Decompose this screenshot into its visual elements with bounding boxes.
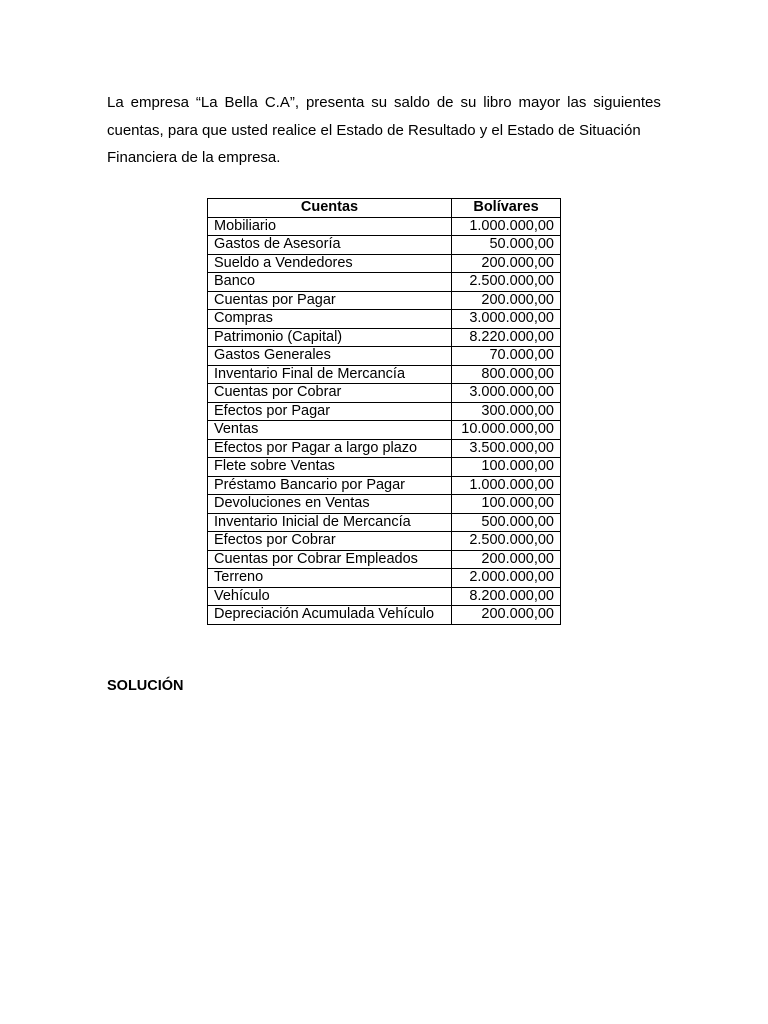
account-name-cell: Préstamo Bancario por Pagar: [208, 476, 452, 495]
table-row: [208, 365, 561, 384]
account-amount-cell: 50.000,00: [452, 236, 561, 255]
table-row: [208, 236, 561, 255]
account-amount-cell: 200.000,00: [452, 550, 561, 569]
intro-line-1: La empresa “La Bella C.A”, presenta su saldo de su libro mayor las siguientes: [107, 94, 661, 111]
account-amount-cell: 2.500.000,00: [452, 532, 561, 551]
table-row: [208, 384, 561, 403]
table-row: [208, 439, 561, 458]
account-amount-cell: 100.000,00: [452, 458, 561, 477]
table-row: [208, 513, 561, 532]
table-row: [208, 347, 561, 366]
account-name-cell: Patrimonio (Capital): [208, 328, 452, 347]
table-row: [208, 310, 561, 329]
account-amount-cell: 3.000.000,00: [452, 384, 561, 403]
table-row: [208, 458, 561, 477]
account-name-cell: Devoluciones en Ventas: [208, 495, 452, 514]
account-amount-cell: 2.500.000,00: [452, 273, 561, 292]
account-name-cell: Sueldo a Vendedores: [208, 254, 452, 273]
account-amount-cell: 8.220.000,00: [452, 328, 561, 347]
table-row: [208, 495, 561, 514]
table-row: [208, 291, 561, 310]
account-amount-cell: 300.000,00: [452, 402, 561, 421]
account-name-cell: Terreno: [208, 569, 452, 588]
account-amount-cell: 500.000,00: [452, 513, 561, 532]
account-name-cell: Cuentas por Cobrar: [208, 384, 452, 403]
account-name-cell: Inventario Final de Mercancía: [208, 365, 452, 384]
table-row: [208, 421, 561, 440]
account-amount-cell: 8.200.000,00: [452, 587, 561, 606]
table-row: [208, 328, 561, 347]
account-amount-cell: 100.000,00: [452, 495, 561, 514]
solution-heading: SOLUCIÓN: [107, 678, 184, 694]
accounts-table-container: [207, 198, 561, 625]
table-row: [208, 273, 561, 292]
account-amount-cell: 800.000,00: [452, 365, 561, 384]
account-amount-cell: 200.000,00: [452, 606, 561, 625]
table-header-row: [208, 199, 561, 218]
account-name-cell: Mobiliario: [208, 217, 452, 236]
account-name-cell: Efectos por Cobrar: [208, 532, 452, 551]
account-amount-cell: 200.000,00: [452, 291, 561, 310]
account-name-cell: Efectos por Pagar: [208, 402, 452, 421]
account-amount-cell: 200.000,00: [452, 254, 561, 273]
account-name-cell: Ventas: [208, 421, 452, 440]
accounts-table: [207, 198, 561, 625]
table-row: [208, 532, 561, 551]
table-body: [208, 217, 561, 624]
table-row: [208, 402, 561, 421]
account-name-cell: Gastos de Asesoría: [208, 236, 452, 255]
account-name-cell: Flete sobre Ventas: [208, 458, 452, 477]
table-row: [208, 606, 561, 625]
account-amount-cell: 3.500.000,00: [452, 439, 561, 458]
account-name-cell: Compras: [208, 310, 452, 329]
account-name-cell: Efectos por Pagar a largo plazo: [208, 439, 452, 458]
table-row: [208, 476, 561, 495]
table-row: [208, 254, 561, 273]
account-amount-cell: 3.000.000,00: [452, 310, 561, 329]
account-name-cell: Vehículo: [208, 587, 452, 606]
table-row: [208, 550, 561, 569]
table-row: [208, 587, 561, 606]
account-amount-cell: 1.000.000,00: [452, 217, 561, 236]
account-amount-cell: 2.000.000,00: [452, 569, 561, 588]
intro-line-2: cuentas, para que usted realice el Estado de Resultado y el Estado de Situación: [107, 121, 641, 139]
account-name-cell: Gastos Generales: [208, 347, 452, 366]
header-cuentas: Cuentas: [208, 199, 452, 218]
account-name-cell: Cuentas por Pagar: [208, 291, 452, 310]
account-name-cell: Cuentas por Cobrar Empleados: [208, 550, 452, 569]
account-amount-cell: 70.000,00: [452, 347, 561, 366]
account-name-cell: Inventario Inicial de Mercancía: [208, 513, 452, 532]
account-name-cell: Depreciación Acumulada Vehículo: [208, 606, 452, 625]
table-row: [208, 569, 561, 588]
intro-paragraph: [107, 89, 661, 172]
header-bolivares: Bolívares: [452, 199, 561, 218]
table-row: [208, 217, 561, 236]
account-name-cell: Banco: [208, 273, 452, 292]
account-amount-cell: 10.000.000,00: [452, 421, 561, 440]
intro-line-3: Financiera de la empresa.: [107, 149, 281, 166]
account-amount-cell: 1.000.000,00: [452, 476, 561, 495]
